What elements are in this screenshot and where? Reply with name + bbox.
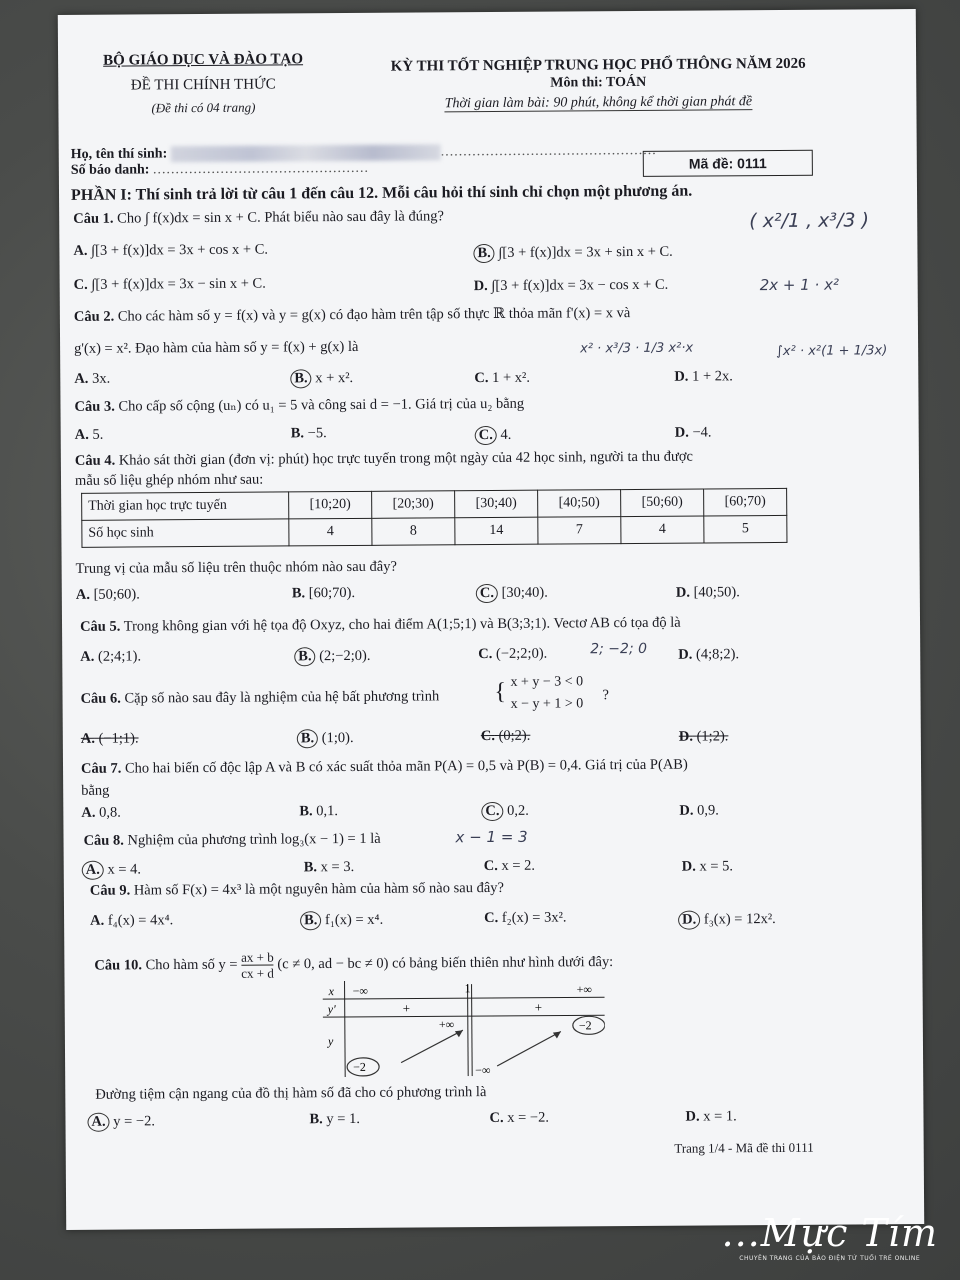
q3-text: Câu 3. Cho cấp số cộng (uₙ) có u₁ = 5 và công sai d = −1. Giá trị của u₂ bằng: [74, 395, 525, 415]
q4-option-d[interactable]: D. [40;50).: [675, 584, 740, 601]
handwriting-note-4: ∫x² · x²(1 + 1/3x): [776, 343, 888, 360]
time-note: Thời gian làm bài: 90 phút, không kể thời gian phát đề: [444, 94, 753, 112]
q7-text: Câu 7. Cho hai biến cố độc lập A và B có xác suất thỏa mãn P(A) = 0,5 và P(B) = 0,4. Giá trị của P(AB): [80, 756, 688, 777]
header-right: [358, 56, 838, 113]
q9-option-d[interactable]: D. f₃(x) = 12x².: [678, 910, 776, 930]
q1-option-d[interactable]: D. ∫[3 + f(x)]dx = 3x − cos x + C.: [473, 276, 669, 295]
table-header-cell: Số học sinh: [82, 519, 289, 547]
bbt-x-label: x: [328, 984, 334, 999]
q1-option-b[interactable]: B. ∫[3 + f(x)]dx = 3x + sin x + C.: [473, 243, 672, 263]
q7-option-d[interactable]: D. 0,9.: [679, 802, 719, 819]
table-cell: 8: [372, 518, 455, 546]
q9-text: Câu 9. Hàm số F(x) = 4x³ là một nguyên hàm của hàm số nào sau đây?: [89, 879, 504, 899]
q6-text: Câu 6. Cặp số nào sau đây là nghiệm của hệ bất phương trình: [80, 688, 440, 707]
handwriting-note-3: x² · x³/3 · 1/3 x²·x: [580, 340, 694, 357]
q8-option-d[interactable]: D. x = 5.: [681, 858, 734, 875]
q9-option-c[interactable]: C. f₂(x) = 3x².: [484, 909, 567, 927]
q6-option-d[interactable]: D. (1;2).: [678, 728, 729, 745]
q5-option-d[interactable]: D. (4;8;2).: [678, 646, 740, 663]
q8-option-c[interactable]: C. x = 2.: [483, 857, 536, 875]
system-brace: {: [494, 678, 507, 705]
bbt-minus-two-right: −2: [578, 1018, 592, 1033]
bbt-y-label: y: [327, 1034, 334, 1049]
q1-option-c[interactable]: C. ∫[3 + f(x)]dx = 3x − sin x + C.: [73, 275, 266, 293]
q6-option-b[interactable]: B. (1;0).: [297, 729, 354, 748]
bbt-plus-left: +: [402, 1000, 411, 1016]
exam-title: KỲ THI TỐT NGHIỆP TRUNG HỌC PHỔ THÔNG NĂM 2026: [390, 55, 806, 75]
q9-option-a[interactable]: A. f₄(x) = 4x⁴.: [90, 912, 174, 929]
q2-option-c[interactable]: C. 1 + x².: [474, 369, 531, 387]
q10-option-a[interactable]: A. y = −2.: [87, 1112, 155, 1131]
q7-text-2: bằng: [81, 782, 110, 799]
table-cell: 14: [455, 517, 538, 545]
brand-tagline: CHUYÊN TRANG CỦA BÁO ĐIỆN TỬ TUỔI TRẺ ONLINE: [739, 1255, 921, 1262]
table-cell: [10;20): [289, 491, 372, 519]
q10-option-d[interactable]: D. x = 1.: [685, 1108, 737, 1125]
table-row: [82, 515, 787, 547]
q4-text-2: mẫu số liệu ghép nhóm như sau:: [74, 471, 264, 489]
name-dots: ................................................: [440, 143, 657, 160]
handwriting-note-2: 2x + 1 · x²: [759, 275, 839, 295]
q10-question: Đường tiệm cận ngang của đồ thị hàm số đã cho có phương trình là: [95, 1084, 487, 1103]
q6-option-c[interactable]: C. (0;2).: [480, 727, 531, 745]
q2-option-a[interactable]: A. 3x.: [74, 370, 111, 387]
table-cell: [60;70): [704, 488, 787, 516]
grouped-data-table: [81, 488, 787, 548]
q6-option-a[interactable]: A. (−1;1).: [80, 730, 139, 747]
name-label: Họ, tên thí sinh:: [70, 146, 168, 163]
bbt-plus-right: +: [534, 999, 543, 1015]
increasing-arrow-left: [401, 1030, 463, 1062]
table-cell: [20;30): [372, 491, 455, 519]
header-left: [78, 51, 328, 117]
pages-note: (Đề thi có 04 trang): [151, 99, 256, 116]
q10-option-c[interactable]: C. x = −2.: [489, 1109, 550, 1127]
id-dots: ................................................: [152, 161, 369, 178]
table-cell: 7: [538, 517, 621, 545]
increasing-arrow-right: [497, 1032, 561, 1066]
q2-option-d[interactable]: D. 1 + 2x.: [674, 368, 733, 385]
page-footer: Trang 1/4 - Mã đề thi 0111: [674, 1139, 814, 1156]
q1-option-a[interactable]: A. ∫[3 + f(x)]dx = 3x + cos x + C.: [73, 241, 269, 259]
bbt-minus-two-left: −2: [353, 1059, 366, 1074]
q4-text-1: Câu 4. Khảo sát thời gian (đơn vị: phút) học trực tuyến trong một ngày của 42 học sinh, người ta thu được: [74, 448, 693, 469]
q2-option-b[interactable]: B. x + x².: [290, 369, 353, 388]
q1-question: Cho ∫ f(x)dx = sin x + C. Phát biểu nào sau đây là đúng?: [117, 208, 444, 227]
q3-option-d[interactable]: D. −4.: [674, 424, 712, 441]
id-label: Số báo danh:: [70, 162, 150, 179]
q3-option-b[interactable]: B. −5.: [290, 425, 327, 442]
q5-option-a[interactable]: A. (2;4;1).: [80, 648, 142, 665]
q1-text: [73, 208, 444, 228]
table-header-cell: Thời gian học trực tuyến: [82, 492, 289, 520]
exam-paper: [58, 9, 924, 1230]
bbt-plus-inf: +∞: [438, 1017, 455, 1032]
q7-option-c[interactable]: C. 0,2.: [481, 802, 529, 821]
handwriting-note-5: 2; −2; 0: [590, 640, 648, 658]
table-cell: [40;50): [538, 490, 621, 518]
handwriting-note-1: ( x²/1 , x³/3 ): [749, 209, 870, 233]
bbt-one: 1: [464, 981, 471, 996]
q4-option-b[interactable]: B. [60;70).: [291, 584, 356, 602]
brand-logo: ...Mực Tím: [721, 1211, 938, 1255]
q8-option-b[interactable]: B. x = 3.: [303, 858, 355, 876]
q5-option-c[interactable]: C. (−2;2;0).: [478, 645, 548, 663]
candidate-info: [71, 143, 657, 179]
q9-option-b[interactable]: B. f₁(x) = x⁴.: [300, 911, 383, 931]
q6-qmark: ?: [602, 687, 610, 704]
variation-table: [323, 979, 606, 1077]
official-label: ĐỀ THI CHÍNH THỨC: [130, 76, 276, 94]
brand-watermark: [721, 1211, 938, 1262]
q5-text: Câu 5. Trong không gian với hệ tọa độ Oxyz, cho hai điểm A(1;5;1) và B(3;3;1). Vectơ AB có tọa độ là: [79, 614, 681, 635]
part-title: PHẦN I: Thí sinh trả lời từ câu 1 đến câu 12. Mỗi câu hỏi thí sinh chỉ chọn một phương án.: [70, 182, 693, 204]
inequality-system: x + y − 3 < 0 x − y + 1 > 0: [510, 674, 584, 712]
q4-question: Trung vị của mẫu số liệu trên thuộc nhóm nào sau đây?: [75, 558, 397, 577]
q3-option-a[interactable]: A. 5.: [74, 426, 104, 443]
bbt-neg-inf: −∞: [352, 983, 368, 998]
q5-option-b[interactable]: B. (2;−2;0).: [294, 647, 370, 667]
bbt-neg-inf-y: −∞: [475, 1063, 491, 1078]
table-cell: 4: [289, 518, 372, 546]
q2-text-1: Câu 2. Cho các hàm số y = f(x) và y = g(x) có đạo hàm trên tập số thực ℝ thỏa mãn f'(x) = x và: [73, 305, 631, 325]
bbt-pos-inf: +∞: [576, 982, 592, 997]
q1-label: Câu 1.: [73, 210, 114, 227]
q4-option-c[interactable]: C. [30;40).: [476, 584, 548, 604]
redacted-name: [171, 144, 441, 162]
table-cell: [30;40): [455, 490, 538, 518]
q4-option-a[interactable]: A. [50;60).: [75, 586, 140, 603]
table-cell: [50;60): [621, 489, 704, 517]
ministry-name: BỘ GIÁO DỤC VÀ ĐÀO TẠO: [103, 51, 304, 69]
exam-code-box: Mã đề: 0111: [643, 150, 813, 177]
q10-text: Câu 10. Cho hàm số y = $\frac{ax + b}{cx + d}$ (c ≠ 0, ad − bc ≠ 0) có bảng biến thiên như hình dưới đây:: [94, 949, 614, 981]
q3-option-c[interactable]: C. 4.: [475, 426, 512, 445]
q10-option-b[interactable]: B. y = 1.: [309, 1110, 361, 1128]
q8-text: Câu 8. Nghiệm của phương trình log₃(x − 1) = 1 là: [83, 830, 381, 849]
table-cell: 5: [704, 515, 787, 543]
q2-text-2: g'(x) = x². Đạo hàm của hàm số y = f(x) + g(x) là: [74, 338, 359, 357]
q7-option-a[interactable]: A. 0,8.: [81, 804, 121, 821]
q8-option-a[interactable]: A. x = 4.: [82, 860, 141, 879]
subject: Môn thi: TOÁN: [550, 74, 647, 91]
fraction: $\frac{ax + b}{cx + d}$: [241, 949, 274, 981]
q7-option-b[interactable]: B. 0,1.: [299, 803, 339, 820]
handwriting-note-6: x − 1 = 3: [455, 827, 528, 847]
bbt-yprime-label: y': [327, 1002, 336, 1017]
table-cell: 4: [621, 516, 704, 544]
